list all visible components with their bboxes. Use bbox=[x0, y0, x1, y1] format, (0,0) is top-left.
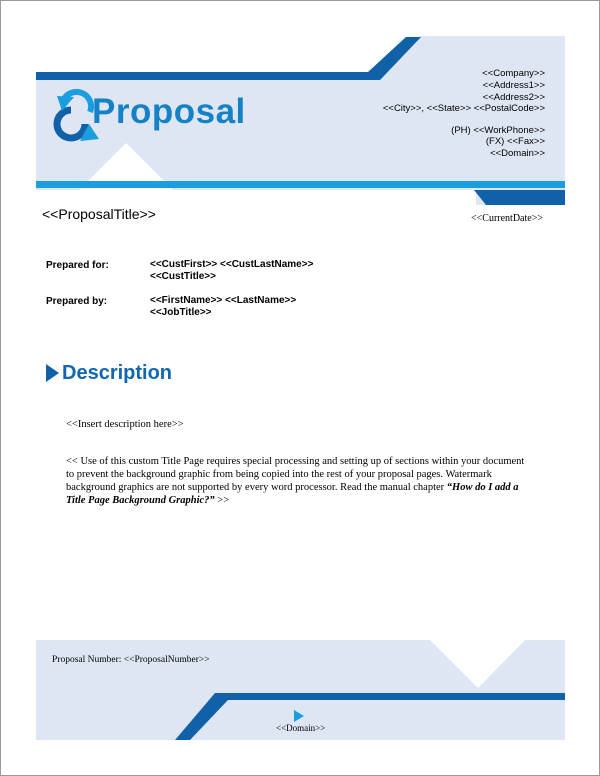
header-bright-stripe bbox=[36, 181, 565, 188]
address-fax: (FX) <<Fax>> bbox=[485, 136, 545, 147]
address-company: <<Company>> bbox=[482, 68, 545, 79]
prepared-for-name: <<CustFirst>> <<CustLastName>> bbox=[150, 259, 314, 270]
address-line-2: <<Address2>> bbox=[482, 92, 545, 103]
description-note-text: << Use of this custom Title Page requires special processing and setting up of sections within your document to prevent the background graphic from being copied into the rest of your proposal pages. Watermark background graphics are not supported by every word processor. Read the manual chapter bbox=[66, 456, 525, 493]
description-arrow-icon bbox=[46, 364, 59, 382]
address-phone: (PH) <<WorkPhone>> bbox=[451, 125, 545, 136]
address-city-state-postal: <<City>>, <<State>> <<PostalCode>> bbox=[382, 103, 545, 114]
description-placeholder: <<Insert description here>> bbox=[66, 419, 184, 430]
prepared-by-title: <<JobTitle>> bbox=[150, 307, 212, 318]
logo-title: Proposal bbox=[92, 92, 246, 131]
proposal-number: Proposal Number: <<ProposalNumber>> bbox=[52, 655, 210, 665]
description-heading: Description bbox=[62, 362, 173, 384]
current-date: <<CurrentDate>> bbox=[471, 213, 543, 224]
proposal-title: <<ProposalTitle>> bbox=[42, 206, 156, 222]
header-right-block bbox=[474, 190, 565, 205]
prepared-by-label: Prepared by: bbox=[46, 296, 108, 307]
description-note bbox=[66, 455, 526, 507]
prepared-for-title: <<CustTitle>> bbox=[150, 271, 216, 282]
description-note-chapter-link[interactable]: “How do I add a Title Page Background Graphic?” bbox=[66, 482, 519, 506]
prepared-for-label: Prepared for: bbox=[46, 260, 109, 271]
header-top-band bbox=[36, 37, 421, 80]
address-line-1: <<Address1>> bbox=[482, 80, 545, 91]
prepared-by-name: <<FirstName>> <<LastName>> bbox=[150, 295, 297, 306]
address-domain: <<Domain>> bbox=[490, 148, 545, 159]
footer-domain: <<Domain>> bbox=[276, 723, 326, 733]
description-note-end: >> bbox=[214, 495, 230, 506]
